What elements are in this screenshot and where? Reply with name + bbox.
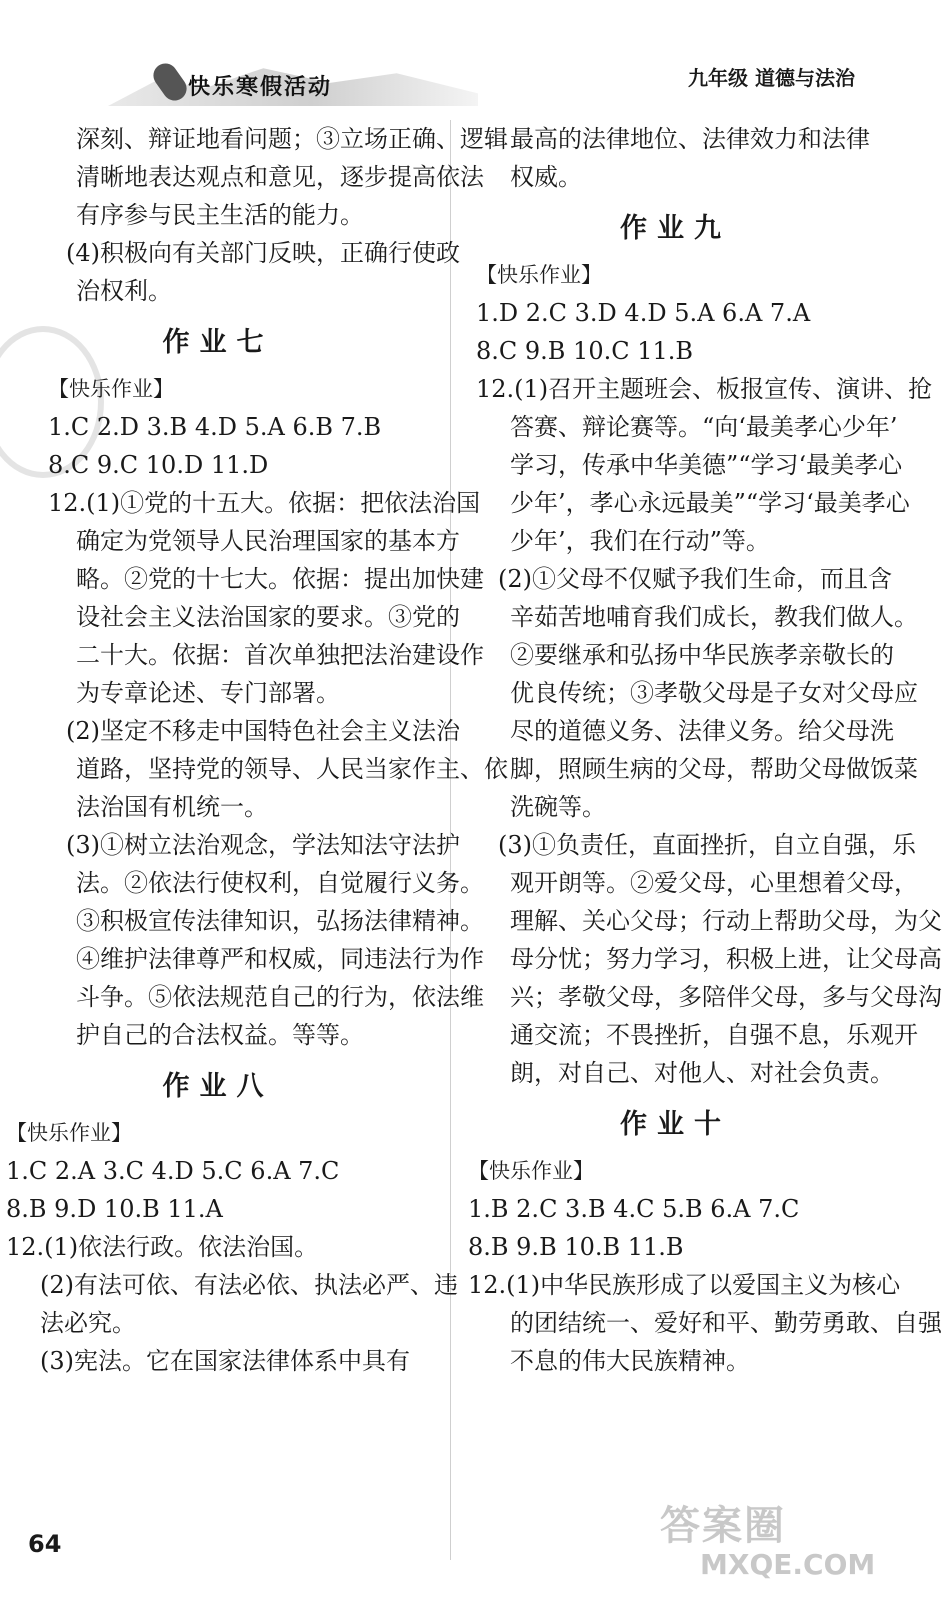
text-line: (2)有法可依、有法必依、执法必严、违 [40,1271,458,1299]
text-line: (3)宪法。它在国家法律体系中具有 [40,1347,410,1375]
text-line: 兴；孝敬父母，多陪伴父母，多与父母沟 [510,983,942,1011]
text-line: 答赛、辩论赛等。“向‘最美孝心少年’ [510,413,898,441]
text-line: 朗，对自己、对他人、对社会负责。 [510,1059,894,1087]
text-line: 斗争。⑤依法规范自己的行为，依法维 [76,983,484,1011]
right-column [468,120,942,1380]
hw10-title: 作业十 [620,1109,731,1140]
text-line: 12.(1)召开主题班会、板报宣传、演讲、抢 [476,375,933,403]
text-line: 法治国有机统一。 [76,793,268,821]
text-line: 道路，坚持党的领导、人民当家作主、依 [76,755,508,783]
watermark-url: MXQE.COM [700,1548,876,1581]
text-line: 学习，传承中华美德”“学习‘最美孝心 [510,451,903,479]
text-line: ③积极宣传法律知识，弘扬法律精神。 [76,907,484,935]
text-line: 12.(1)中华民族形成了以爱国主义为核心 [468,1271,901,1299]
text-line: 尽的道德义务、法律义务。给父母洗 [510,717,894,745]
answer-row: 1.B 2.C 3.B 4.C 5.B 6.A 7.C [468,1195,800,1223]
text-line: 深刻、辩证地看问题；③立场正确、逻辑 [76,125,508,153]
text-line: 法。②依法行使权利，自觉履行义务。 [76,869,484,897]
text-line: 二十大。依据：首次单独把法治建设作 [76,641,484,669]
text-line: 理解、关心父母；行动上帮助父母，为父 [510,907,942,935]
hw9-title: 作业九 [620,213,731,244]
text-line: 12.(1)依法行政。依法治国。 [6,1233,319,1261]
text-line: 辛茹苦地哺育我们成长，教我们做人。 [510,603,918,631]
text-line: (2)坚定不移走中国特色社会主义法治 [66,717,460,745]
text-line: 治权利。 [76,277,172,305]
section-tag: 【快乐作业】 [48,377,174,401]
text-line: 的团结统一、爱好和平、勤劳勇敢、自强 [510,1309,942,1337]
text-line: 略。②党的十七大。依据：提出加快建 [76,565,484,593]
section-tag: 【快乐作业】 [6,1121,132,1145]
text-line: ④维护法律尊严和权威，同违法行为作 [76,945,484,973]
section-tag: 【快乐作业】 [468,1159,594,1183]
text-line: 设社会主义法治国家的要求。③党的 [76,603,460,631]
text-line: 不息的伟大民族精神。 [510,1347,750,1375]
answer-row: 8.C 9.B 10.C 11.B [476,337,694,365]
text-line: (2)①父母不仅赋予我们生命，而且含 [498,565,892,593]
text-line: 优良传统；③孝敬父母是子女对父母应 [510,679,918,707]
text-line: 有序参与民主生活的能力。 [76,201,364,229]
section-tag: 【快乐作业】 [476,263,602,287]
text-line: 最高的法律地位、法律效力和法律 [510,125,870,153]
text-line: 母分忧；努力学习，积极上进，让父母高 [510,945,942,973]
answer-row: 1.C 2.D 3.B 4.D 5.A 6.B 7.B [48,413,382,441]
page-header [0,0,883,120]
text-line: (3)①树立法治观念，学法知法守法护 [66,831,460,859]
watermark-logo: 答案圈 [660,1503,786,1549]
text-line: 法必究。 [40,1309,136,1337]
answer-row: 8.C 9.C 10.D 11.D [48,451,269,479]
text-line: 为专章论述、专门部署。 [76,679,340,707]
text-line: 脚，照顾生病的父母，帮助父母做饭菜 [510,755,918,783]
answer-row: 8.B 9.D 10.B 11.A [6,1195,223,1223]
text-line: 观开朗等。②爱父母，心里想着父母， [510,869,918,897]
left-column [0,120,508,1380]
text-line: 权威。 [510,163,582,191]
text-line: 洗碗等。 [510,793,606,821]
hw7-title: 作业七 [162,327,274,358]
text-line: 确定为党领导人民治理国家的基本方 [76,527,460,555]
text-line: 清晰地表达观点和意见，逐步提高依法 [76,163,484,191]
text-line: 12.(1)①党的十五大。依据：把依法治国 [48,489,481,517]
grade-subject-label: 九年级 道德与法治 [688,66,855,90]
text-line: 少年’，我们在行动”等。 [510,527,770,555]
text-line: ②要继承和弘扬中华民族孝亲敬长的 [510,641,894,669]
text-line: 护自己的合法权益。等等。 [76,1021,364,1049]
text-line: (3)①负责任，直面挫折，自立自强，乐 [498,831,916,859]
text-line: 少年’，孝心永远最美”“学习‘最美孝心 [510,489,910,517]
answer-row: 8.B 9.B 10.B 11.B [468,1233,684,1261]
hw8-title: 作业八 [162,1071,274,1102]
page-number: 64 [28,1530,62,1558]
answer-row: 1.D 2.C 3.D 4.D 5.A 6.A 7.A [476,299,811,327]
text-line: 通交流；不畏挫折，自强不息，乐观开 [510,1021,918,1049]
text-line: (4)积极向有关部门反映，正确行使政 [66,239,460,267]
banner-title: 快乐寒假活动 [188,74,333,100]
answer-row: 1.C 2.A 3.C 4.D 5.C 6.A 7.C [6,1157,340,1185]
